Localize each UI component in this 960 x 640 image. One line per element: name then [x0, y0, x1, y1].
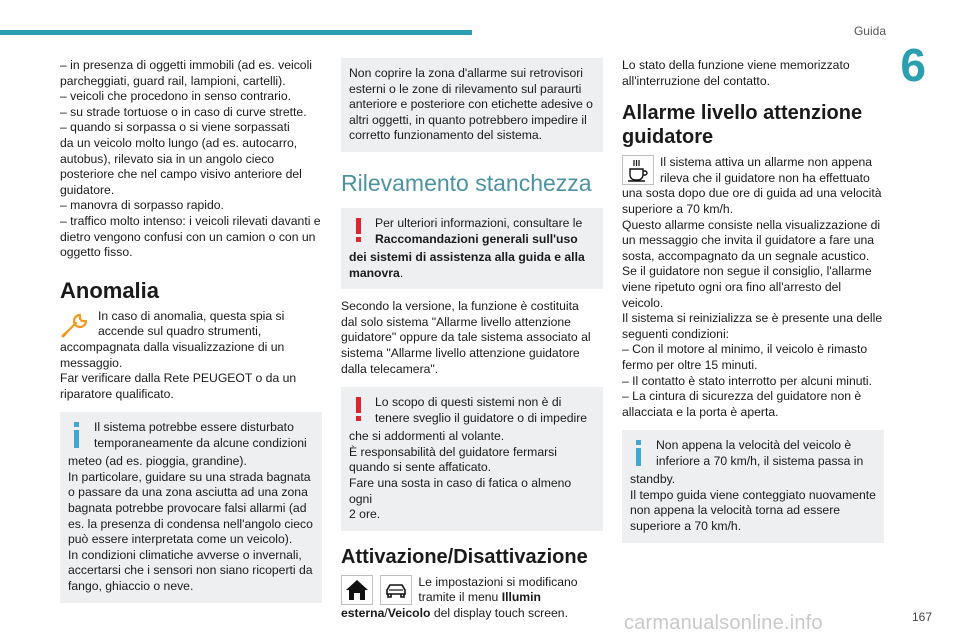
text-line: altri oggetti, in quanto potrebbero impedire il [349, 112, 587, 127]
text-line: / [384, 605, 388, 620]
text-line: superiore a 70 km/h. [630, 519, 742, 534]
text-line: Il tempo guida viene conteggiato nuovamente [630, 487, 876, 502]
conditions-list [60, 58, 322, 261]
column-3 [622, 58, 884, 543]
text-line: fango, ghiaccio o neve. [68, 579, 194, 594]
text-line: tenere sveglio il guidatore o di impedire [375, 410, 588, 425]
heading-line: guidatore [622, 126, 714, 149]
note-box [341, 58, 603, 152]
chapter-number: 6 [900, 39, 926, 91]
text-line: Non appena la velocità del veicolo è [656, 438, 852, 453]
text-line: messaggio. [60, 355, 123, 370]
attivazione-section [341, 575, 603, 622]
attivazione-heading: Attivazione/Disattivazione [341, 545, 588, 568]
text-line: quando si sente affaticato. [349, 460, 492, 475]
text-line: inferiore a 70 km/h, il sistema passa in [656, 453, 864, 468]
text-line: Fare una sosta in caso di fatica o almeno ogni [349, 475, 572, 506]
text-line: può essere interpretata come un veicolo). [68, 532, 293, 547]
car-icon [380, 575, 412, 605]
text-line: rileva che il guidatore non ha effettuato [660, 170, 870, 185]
text-line: meteo (ad es. pioggia, grandine). [68, 454, 247, 469]
wrench-warning-icon [60, 309, 92, 339]
text-line: all'interruzione del contatto. [622, 73, 770, 88]
allarme-section [622, 155, 884, 420]
text-line: – traffico molto intenso: i veicoli rilevati davanti e [60, 213, 321, 228]
text-line: oggetto fisso. [60, 245, 133, 260]
coffee-cup-icon [622, 155, 654, 185]
text-line: allacciata e la porta è aperta. [622, 404, 779, 419]
text-line: Il sistema potrebbe essere disturbato [94, 420, 294, 435]
info-icon [630, 438, 650, 472]
text-line: – La cintura di sicurezza del guidatore non è [622, 389, 862, 404]
text-bold: manovra [349, 265, 400, 280]
anomalia-section [60, 309, 322, 403]
text-bold: Illumin [501, 590, 541, 605]
text-line: Per ulteriori informazioni, consultare le [375, 215, 583, 230]
text-line: . [399, 265, 404, 280]
home-icon [341, 575, 373, 605]
text-line: – Il contatto è stato interrotto per alcuni minuti. [622, 373, 872, 388]
text-line: In condizioni climatiche avverse o invernali, [68, 547, 302, 562]
text-line: temporaneamente da alcune condizioni [94, 435, 307, 450]
text-line: accertarsi che i sensori non siano ricoperti da [68, 563, 313, 578]
text-line: guidatore. [60, 182, 115, 197]
column-1 [60, 58, 322, 603]
text-line: Se il guidatore non segue il consiglio, l'allarme [622, 264, 872, 279]
text-line: seguenti condizioni: [622, 326, 730, 341]
text-line: non appena la velocità torna ad essere [630, 503, 841, 518]
anomalia-heading: Anomalia [60, 277, 160, 303]
watermark: carmanualsonline.info [624, 612, 823, 634]
text-line: standby. [630, 472, 676, 487]
text-bold: esterna [341, 605, 385, 620]
info-box [60, 412, 322, 602]
text-line: – veicoli che procedono in senso contrario. [60, 89, 292, 104]
column-2 [341, 58, 603, 621]
text-bold: Raccomandazioni generali sull'uso [375, 231, 578, 246]
warning-exclamation-icon [349, 395, 369, 429]
text-line: In caso di anomalia, questa spia si [98, 308, 285, 323]
text-line: una sosta dopo due ore di guida ad una velocità [622, 186, 882, 201]
text-line: viene ripetuto ogni ora fino all'arresto del veicolo. [622, 279, 842, 310]
warning-box [341, 387, 603, 531]
description-paragraph [341, 299, 603, 377]
text-line: dalla telecamera". [341, 361, 439, 376]
allarme-heading [622, 101, 884, 149]
text-line: accende sul quadro strumenti, [98, 324, 262, 339]
text-line: autobus), rilevato sia in un angolo cieco [60, 151, 275, 166]
text-line: o passare da una zona asciutta ad una zona [68, 485, 308, 500]
text-line: accompagnata dalla visualizzazione di un [60, 339, 285, 354]
text-line: È responsabilità del guidatore fermarsi [349, 444, 557, 459]
text-line: fermo per oltre 15 minuti. [622, 357, 758, 372]
text-line: – Con il motore al minimo, il veicolo è rimasto [622, 342, 868, 357]
text-line: da un veicolo molto lungo (ad es. autocarro, [60, 135, 298, 150]
text-line: Questo allarme consiste nella visualizzazione di [622, 217, 881, 232]
text-line: parcheggiati, guard rail, lampioni, cartelli). [60, 73, 286, 88]
text-line: bagnata potrebbe provocare falsi allarmi (ad [68, 501, 307, 516]
text-line: – manovra di sorpasso rapido. [60, 198, 224, 213]
text-line: un messaggio che invita il guidatore a fare una [622, 233, 875, 248]
text-line: – quando si sorpassa o si viene sorpassati [60, 120, 290, 135]
text-line: 2 ore. [349, 507, 381, 522]
text-line: dal solo sistema "Allarme livello attenzione [341, 314, 571, 329]
text-line: – in presenza di oggetti immobili (ad es. veicoli [60, 58, 312, 72]
text-line: superiore a 70 km/h. [622, 201, 734, 216]
text-bold: dei sistemi di assistenza alla guida e alla [349, 249, 585, 264]
section-name: Guida [853, 24, 886, 38]
heading-line: Allarme livello attenzione [622, 102, 863, 125]
text-line: Lo scopo di questi sistemi non è di [375, 395, 562, 410]
text-line: – su strade tortuose o in caso di curve strette. [60, 104, 307, 119]
text-line: Non coprire la zona d'allarme sui retrovisori [349, 66, 583, 80]
text-line: tramite il menu [418, 590, 502, 605]
text-line: sosta, accompagnato da un segnale acustico. [622, 248, 870, 263]
text-line: Le impostazioni si modificano [418, 574, 578, 589]
rilevamento-heading: Rilevamento stanchezza [341, 169, 592, 196]
header-accent-bar [0, 30, 472, 35]
text-line: Il sistema si reinizializza se è presente una delle [622, 311, 883, 326]
text-line: In particolare, guidare su una strada bagnata [68, 469, 311, 484]
text-line: anteriore e posteriore con etichette adesive o [349, 97, 593, 112]
text-line: posteriore che nel campo visivo anteriore del [60, 167, 302, 182]
text-line: es. la presenza di condensa nell'angolo cieco [68, 516, 313, 531]
text-line: che si addormenti al volante. [349, 429, 505, 444]
text-line: Far verificare dalla Rete PEUGEOT o da un [60, 371, 297, 386]
text-line: dietro vengono confusi con un camion o con un [60, 229, 316, 244]
text-line: sistema "Allarme livello attenzione guidatore [341, 345, 580, 360]
text-bold: Veicolo [387, 605, 431, 620]
page-number: 167 [911, 610, 932, 624]
warning-box [341, 208, 603, 289]
text-line: esterni o le zone di rilevamento sul paraurti [349, 81, 582, 96]
text-line: riparatore qualificato. [60, 386, 174, 401]
info-box [622, 430, 884, 542]
warning-exclamation-icon [349, 216, 369, 250]
text-line: Lo stato della funzione viene memorizzato [622, 58, 850, 72]
text-line: Secondo la versione, la funzione è costituita [341, 299, 579, 314]
text-line: del display touch screen. [430, 605, 568, 620]
info-icon [68, 420, 88, 454]
text-line: corretto funzionamento del sistema. [349, 128, 543, 143]
text-line: Il sistema attiva un allarme non appena [660, 155, 873, 170]
text-line: guidatore" oppure da tale sistema associato al [341, 330, 591, 345]
